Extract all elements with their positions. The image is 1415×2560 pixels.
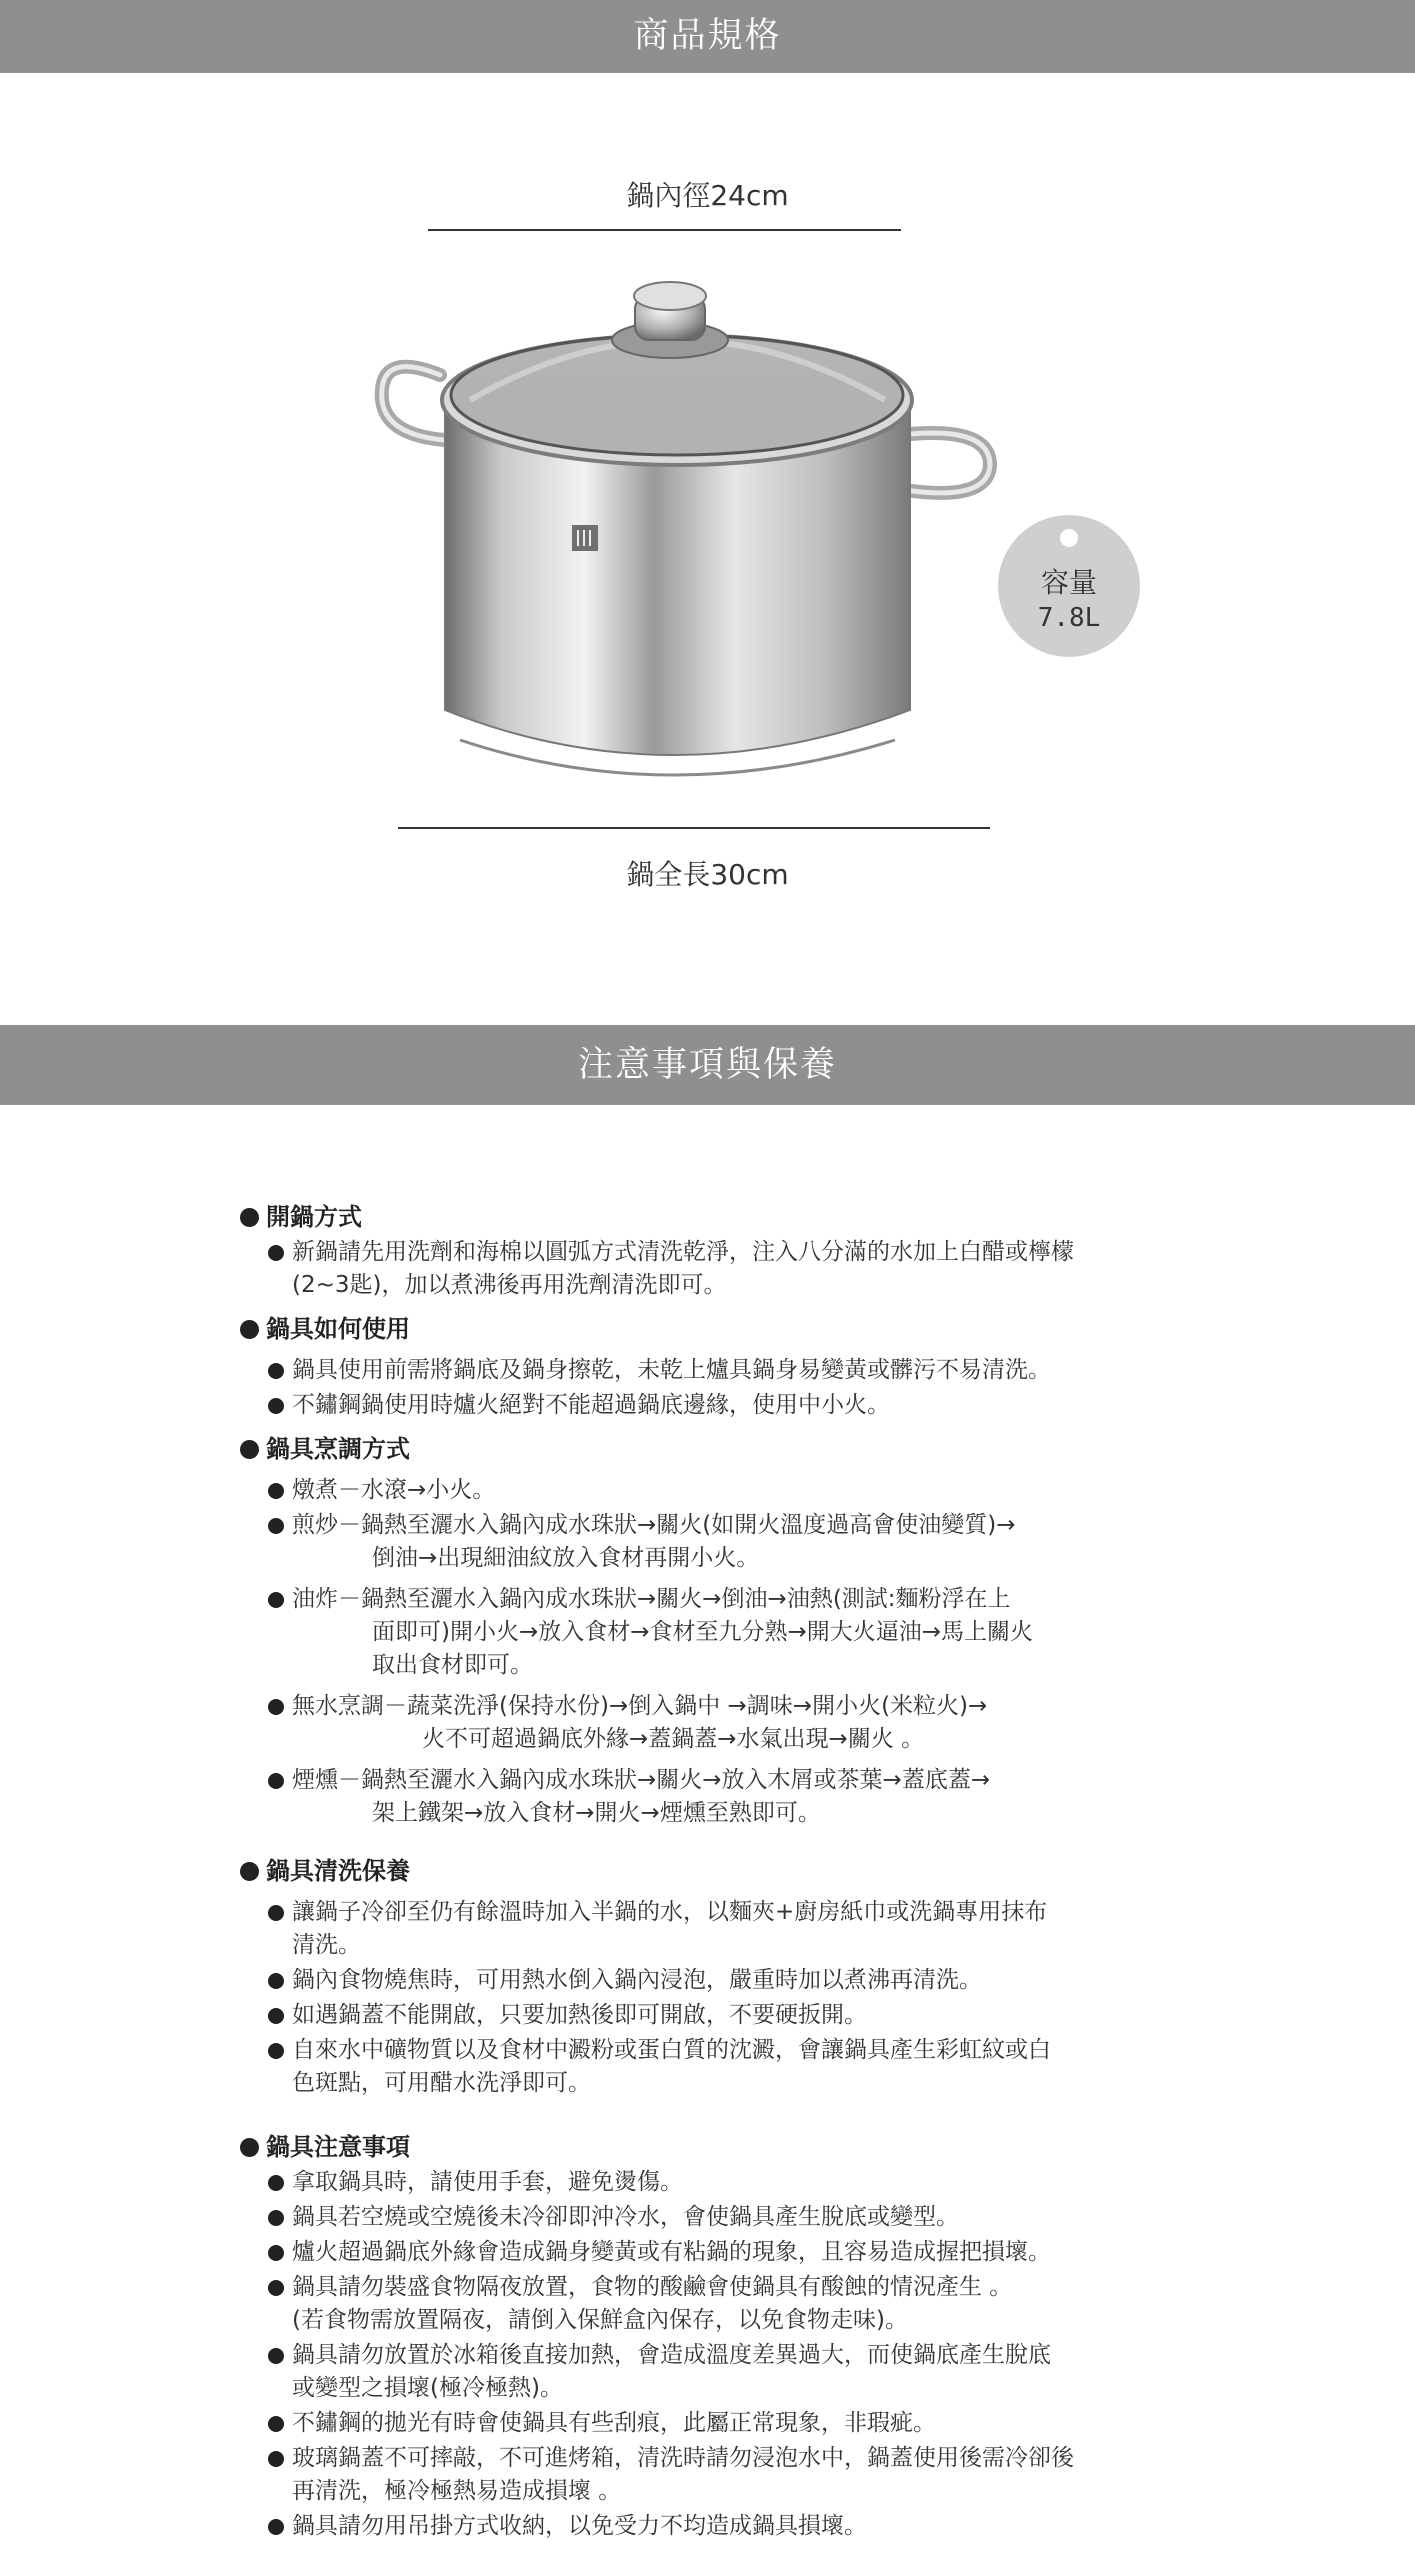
capacity-value: 7.8L [1037,603,1101,633]
list-item: 鍋具請勿裝盛食物隔夜放置，食物的酸鹼會使鍋具有酸蝕的情況產生 。 (若食物需放置隔夜，請倒入保鮮盒內保存，以免食物走味)。 [240,2271,1160,2337]
list-item: 鍋具若空燒或空燒後未冷卻即沖冷水，會使鍋具產生脫底或變型。 [240,2201,1160,2234]
list-item: 煎炒－鍋熱至灑水入鍋內成水珠狀→關火(如開火溫度過高會使油變質)→ 倒油→出現細油紋放入食材再開小火。 [240,1509,1160,1575]
total-length-label: 鍋全長30cm [626,858,789,891]
section-title: 鍋具烹調方式 [240,1432,1160,1466]
list-item: 鍋具使用前需將鍋底及鍋身擦乾，未乾上爐具鍋身易變黃或髒污不易清洗。 [240,1354,1160,1387]
capacity-badge [998,515,1140,657]
list-item: 無水烹調－蔬菜洗淨(保持水份)→倒入鍋中 →調味→開小火(米粒火)→ 火不可超過鍋底外緣→蓋鍋蓋→水氣出現→關火 。 [240,1690,1160,1756]
stock-pot-image [360,240,1020,800]
inner-diameter-line [428,229,901,231]
list-item: 自來水中礦物質以及食材中澱粉或蛋白質的沈澱，會讓鍋具產生彩虹紋或白 色斑點，可用醋水洗淨即可。 [240,2034,1160,2100]
list-item: 鍋具請勿放置於冰箱後直接加熱，會造成溫度差異過大，而使鍋底產生脫底 或變型之損壞(極冷極熱)。 [240,2339,1160,2405]
list-item: 讓鍋子冷卻至仍有餘溫時加入半鍋的水，以麵夾+廚房紙巾或洗鍋專用抹布 清洗。 [240,1896,1160,1962]
inner-diameter-label: 鍋內徑24cm [626,179,789,212]
section-title: 開鍋方式 [240,1200,1160,1234]
list-item: 煙燻－鍋熱至灑水入鍋內成水珠狀→關火→放入木屑或茶葉→蓋底蓋→ 架上鐵架→放入食材→開火→煙燻至熟即可。 [240,1764,1160,1830]
list-item: 鍋內食物燒焦時，可用熱水倒入鍋內浸泡，嚴重時加以煮沸再清洗。 [240,1964,1160,1997]
list-item: 燉煮－水滾→小火。 [240,1474,1160,1507]
list-item: 不鏽鋼的拋光有時會使鍋具有些刮痕，此屬正常現象，非瑕疵。 [240,2407,1160,2440]
badge-dot-icon [1060,529,1078,547]
care-banner: 注意事項與保養 [0,1025,1415,1105]
capacity-label: 容量 [1040,566,1097,599]
section-title: 鍋具清洗保養 [240,1854,1160,1888]
care-instructions [240,1190,1160,2545]
list-item: 拿取鍋具時，請使用手套，避免燙傷。 [240,2166,1160,2199]
list-item: 鍋具請勿用吊掛方式收納，以免受力不均造成鍋具損壞。 [240,2510,1160,2543]
section-title: 鍋具注意事項 [240,2130,1160,2164]
list-item: 新鍋請先用洗劑和海棉以圓弧方式清洗乾淨，注入八分滿的水加上白醋或檸檬 (2~3匙)，加以煮沸後再用洗劑清洗即可。 [240,1236,1160,1302]
list-item: 如遇鍋蓋不能開啟，只要加熱後即可開啟，不要硬扳開。 [240,1999,1160,2032]
list-item: 玻璃鍋蓋不可摔敲，不可進烤箱，清洗時請勿浸泡水中，鍋蓋使用後需冷卻後 再清洗，極冷極熱易造成損壞 。 [240,2442,1160,2508]
list-item: 油炸－鍋熱至灑水入鍋內成水珠狀→關火→倒油→油熱(測試:麵粉浮在上 面即可)開小火→放入食材→食材至九分熟→開大火逼油→馬上關火 取出食材即可。 [240,1583,1160,1682]
list-item: 爐火超過鍋底外緣會造成鍋身變黃或有粘鍋的現象，且容易造成握把損壞。 [240,2236,1160,2269]
spec-banner: 商品規格 [0,0,1415,73]
total-length-line [398,827,990,829]
list-item: 不鏽鋼鍋使用時爐火絕對不能超過鍋底邊緣，使用中小火。 [240,1389,1160,1422]
section-title: 鍋具如何使用 [240,1312,1160,1346]
